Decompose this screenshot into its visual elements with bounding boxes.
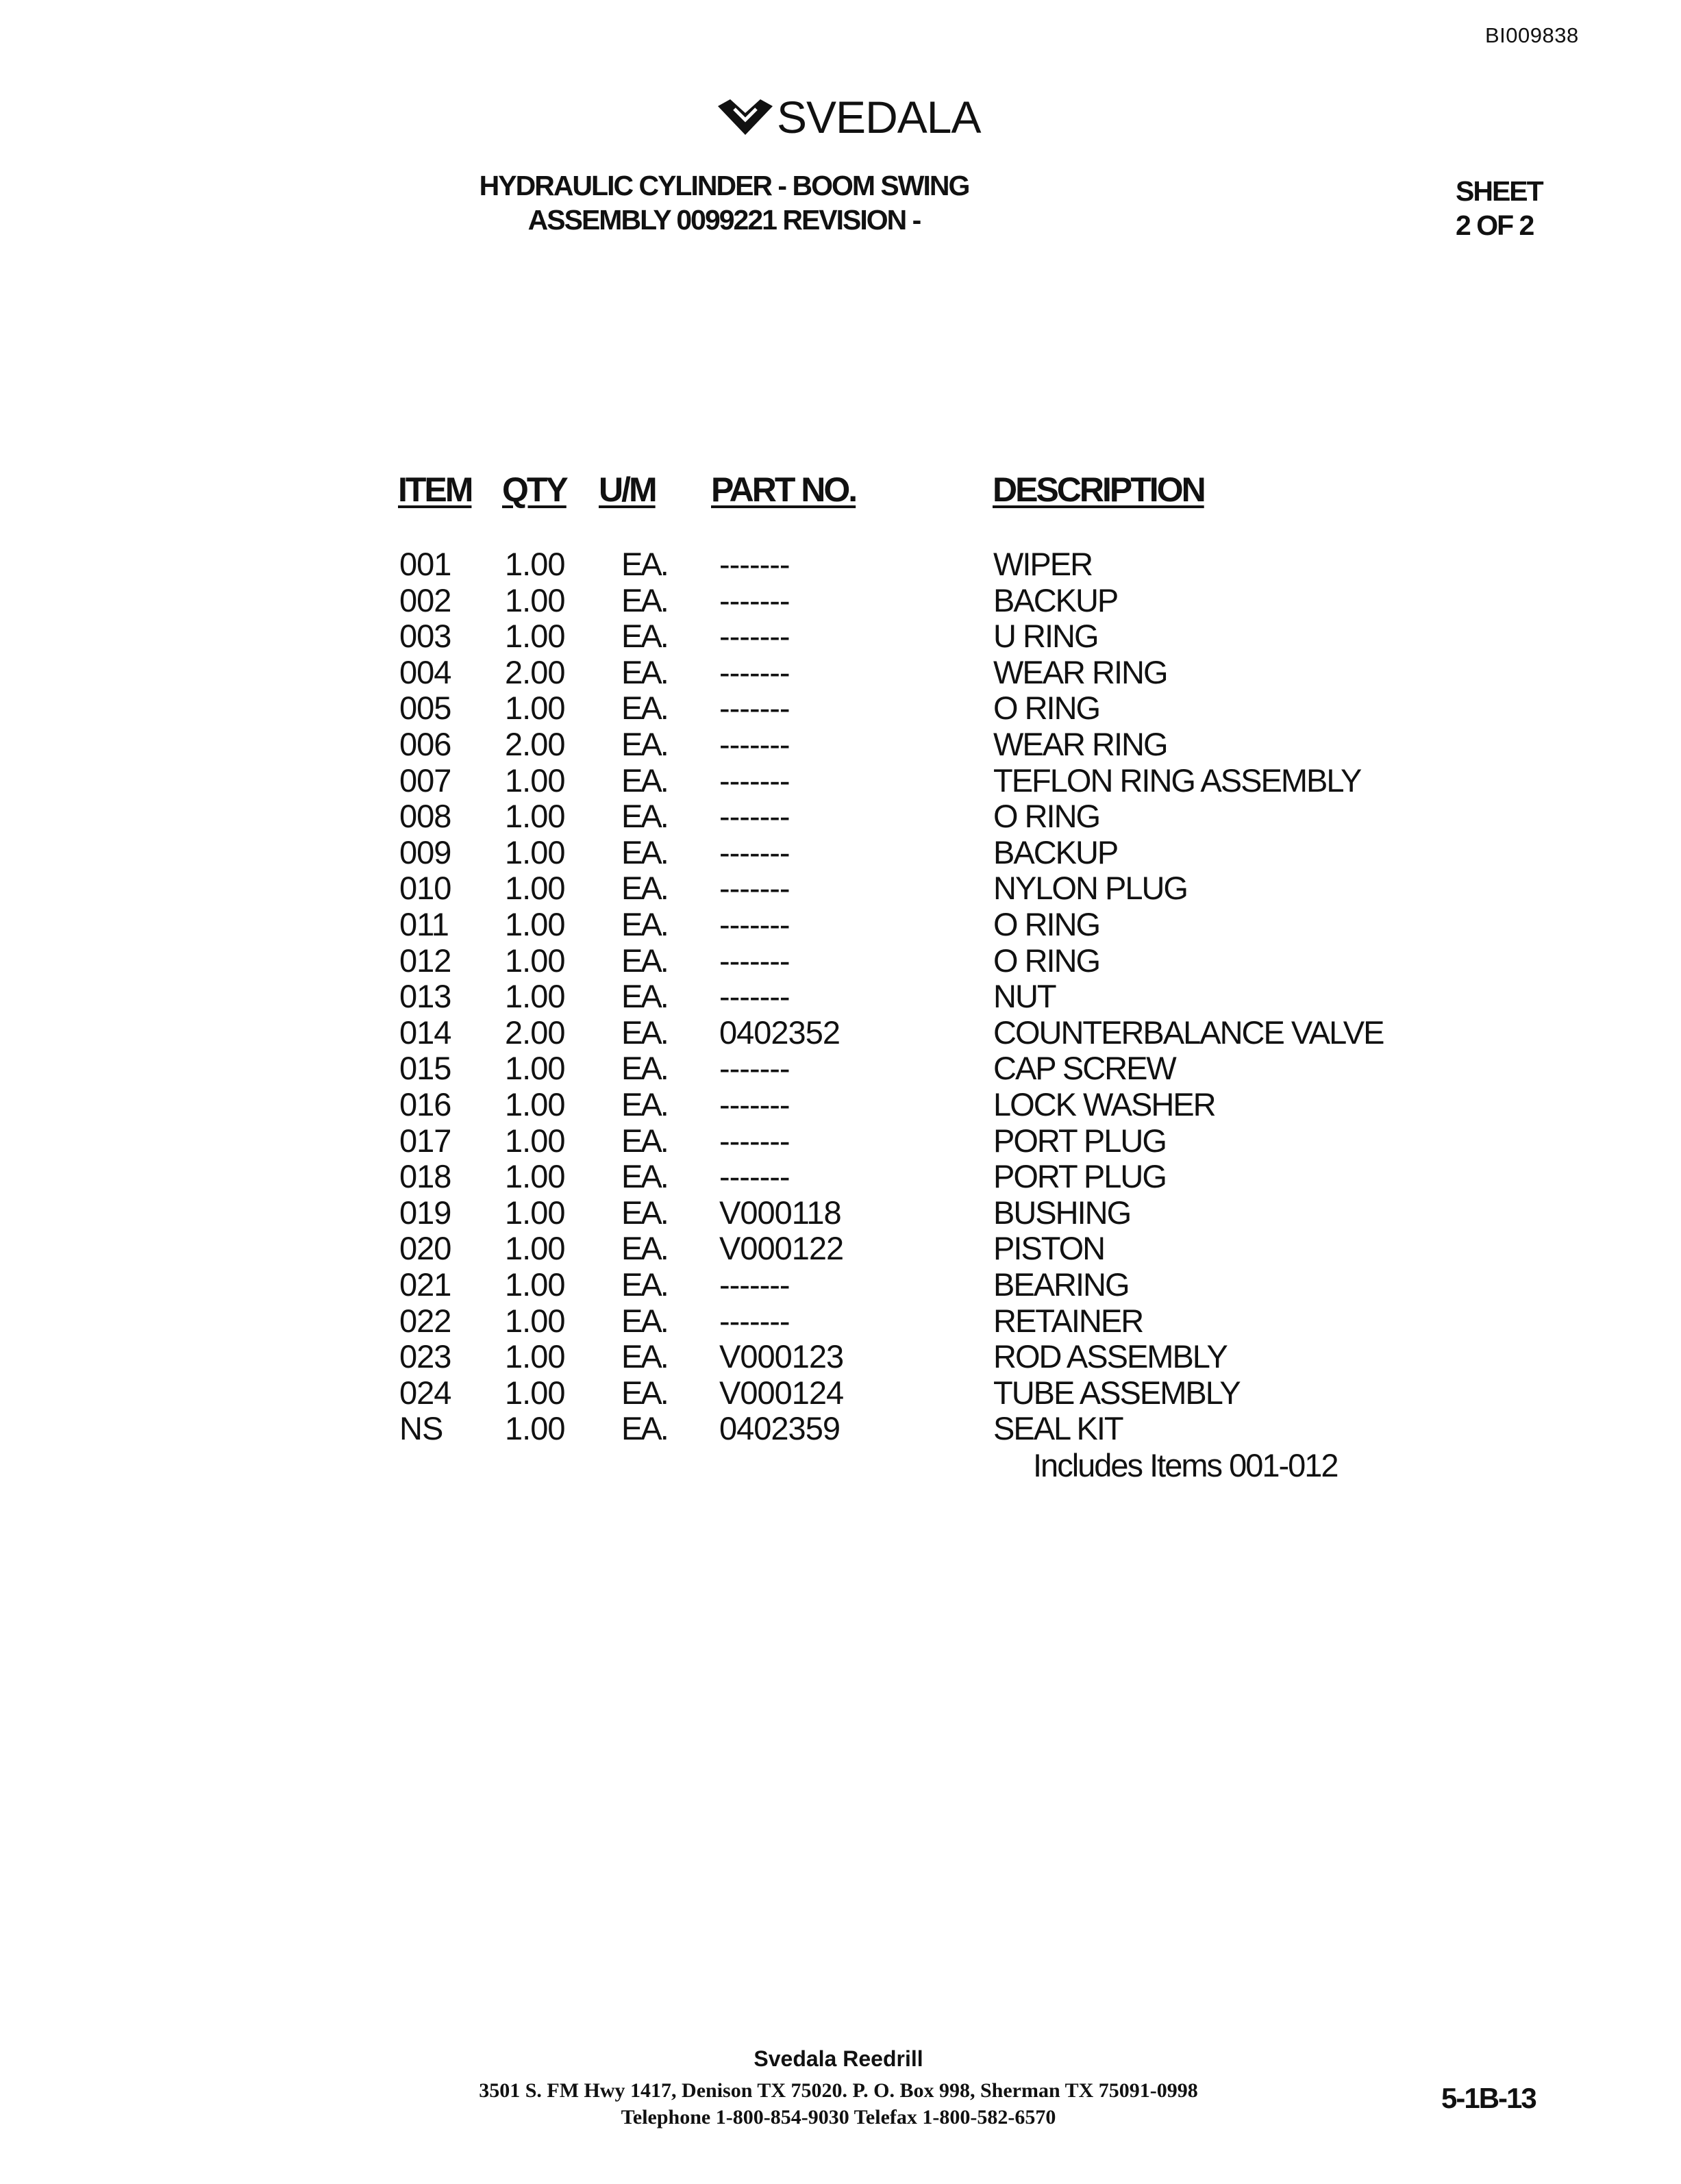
part-number: 0402359 [719,1410,840,1447]
table-row [0,1374,1681,1409]
unit-of-measure: EA. [621,942,667,979]
unit-of-measure: EA. [621,726,667,762]
unit-of-measure: EA. [621,762,667,799]
part-number: ------- [719,653,790,690]
item-number: 020 [399,1230,451,1267]
quantity: 1.00 [505,978,565,1015]
part-number: ------- [719,762,790,799]
table-row [0,1049,1681,1085]
part-number: V000123 [719,1338,844,1375]
part-number: ------- [719,618,790,655]
unit-of-measure: EA. [621,833,667,870]
item-number: 002 [399,581,451,618]
table-row [0,1122,1681,1157]
item-number: 014 [399,1014,451,1051]
item-number: 015 [399,1050,451,1087]
table-row [0,1302,1681,1338]
part-number: ------- [719,1050,790,1087]
description: WEAR RING [993,653,1167,690]
part-number: ------- [719,1086,790,1122]
quantity: 1.00 [505,906,565,942]
table-row [0,1229,1681,1265]
quantity: 1.00 [505,1374,565,1411]
unit-of-measure: EA. [621,546,667,582]
quantity: 1.00 [505,1050,565,1087]
column-header-part-no: PART NO. [711,470,856,509]
quantity: 1.00 [505,1086,565,1122]
item-number: 017 [399,1122,451,1159]
footer-company: Svedala Reedrill [754,2046,923,2071]
quantity: 1.00 [505,690,565,727]
brand-logo [717,93,980,141]
unit-of-measure: EA. [621,1266,667,1303]
table-row [0,942,1681,977]
table-row [0,545,1681,581]
column-header-qty: QTY [502,470,566,509]
item-number: 021 [399,1266,451,1303]
part-number: ------- [719,798,790,835]
quantity: 1.00 [505,870,565,907]
description: PORT PLUG [993,1158,1166,1195]
footer-address: 3501 S. FM Hwy 1417, Denison TX 75020. P. O. Box 998, Sherman TX 75091-0998 [479,2079,1198,2102]
part-number: ------- [719,1266,790,1303]
quantity: 2.00 [505,653,565,690]
item-number: 005 [399,690,451,727]
part-number: ------- [719,870,790,907]
part-number: ------- [719,942,790,979]
table-row [0,797,1681,833]
part-number: ------- [719,906,790,942]
quantity: 1.00 [505,546,565,582]
quantity: 1.00 [505,833,565,870]
unit-of-measure: EA. [621,870,667,907]
description: BUSHING [993,1194,1131,1231]
part-number: 0402352 [719,1014,840,1051]
item-number: NS [399,1410,443,1447]
table-row [0,581,1681,617]
quantity: 1.00 [505,1230,565,1267]
footer-phone: Telephone 1-800-854-9030 Telefax 1-800-582-6570 [621,2106,1056,2129]
quantity: 2.00 [505,1014,565,1051]
part-number: V000122 [719,1230,844,1267]
item-number: 023 [399,1338,451,1375]
table-row [0,1338,1681,1373]
part-number: ------- [719,546,790,582]
item-number: 004 [399,653,451,690]
unit-of-measure: EA. [621,1122,667,1159]
unit-of-measure: EA. [621,1086,667,1122]
item-number: 013 [399,978,451,1015]
unit-of-measure: EA. [621,581,667,618]
sheet-indicator [1456,174,1543,242]
item-number: 024 [399,1374,451,1411]
unit-of-measure: EA. [621,653,667,690]
item-number: 012 [399,942,451,979]
part-number: ------- [719,1302,790,1339]
part-number: V000118 [719,1194,841,1231]
item-number: 016 [399,1086,451,1122]
quantity: 1.00 [505,1410,565,1447]
table-row [0,653,1681,689]
title-line-1: HYDRAULIC CYLINDER - BOOM SWING [479,170,969,201]
table-row [0,869,1681,905]
description: BEARING [993,1266,1129,1303]
description: PISTON [993,1230,1105,1267]
description: CAP SCREW [993,1050,1175,1087]
description: NUT [993,978,1056,1015]
page-number: 5-1B-13 [1441,2082,1536,2114]
quantity: 1.00 [505,581,565,618]
description: LOCK WASHER [993,1086,1215,1122]
description: TUBE ASSEMBLY [993,1374,1240,1411]
seal-kit-note: Includes Items 001-012 [1033,1447,1338,1483]
item-number: 011 [399,906,449,942]
item-number: 003 [399,618,451,655]
description: SEAL KIT [993,1410,1123,1447]
part-number: V000124 [719,1374,844,1411]
description: WEAR RING [993,726,1167,762]
unit-of-measure: EA. [621,1194,667,1231]
unit-of-measure: EA. [621,1410,667,1447]
sheet-label: SHEET [1456,175,1543,207]
quantity: 1.00 [505,618,565,655]
quantity: 1.00 [505,1338,565,1375]
unit-of-measure: EA. [621,1050,667,1087]
brand-name: SVEDALA [777,92,981,142]
document-id: BI009838 [1485,23,1579,47]
description: ROD ASSEMBLY [993,1338,1227,1375]
item-number: 008 [399,798,451,835]
description: TEFLON RING ASSEMBLY [993,762,1361,799]
part-number: ------- [719,726,790,762]
part-number: ------- [719,978,790,1015]
quantity: 1.00 [505,1158,565,1195]
item-number: 009 [399,833,451,870]
item-number: 018 [399,1158,451,1195]
description: O RING [993,798,1100,835]
quantity: 1.00 [505,1302,565,1339]
table-row [0,762,1681,797]
table-row [0,905,1681,941]
item-number: 001 [399,546,451,582]
table-row [0,725,1681,761]
description: NYLON PLUG [993,870,1187,907]
description: WIPER [993,546,1093,582]
unit-of-measure: EA. [621,1158,667,1195]
unit-of-measure: EA. [621,1302,667,1339]
table-row [0,1085,1681,1121]
part-number: ------- [719,1122,790,1159]
description: PORT PLUG [993,1122,1166,1159]
column-header-um: U/M [599,470,656,509]
item-number: 022 [399,1302,451,1339]
part-number: ------- [719,833,790,870]
description: BACKUP [993,833,1118,870]
column-header-item: ITEM [398,470,472,509]
quantity: 1.00 [505,942,565,979]
sheet-value: 2 OF 2 [1456,210,1534,241]
unit-of-measure: EA. [621,906,667,942]
part-number: ------- [719,1158,790,1195]
title-line-2: ASSEMBLY 0099221 REVISION - [527,204,921,236]
table-row [0,689,1681,725]
unit-of-measure: EA. [621,1374,667,1411]
table-row [0,1014,1681,1049]
table-row [0,977,1681,1013]
table-row [0,1194,1681,1229]
description: RETAINER [993,1302,1143,1339]
quantity: 1.00 [505,762,565,799]
item-number: 010 [399,870,451,907]
unit-of-measure: EA. [621,618,667,655]
description: U RING [993,618,1098,655]
column-header-description: DESCRIPTION [993,470,1204,509]
item-number: 019 [399,1194,451,1231]
svedala-logo-icon [717,97,774,138]
table-row [0,1157,1681,1193]
quantity: 1.00 [505,1266,565,1303]
unit-of-measure: EA. [621,1230,667,1267]
description: O RING [993,942,1100,979]
item-number: 006 [399,726,451,762]
unit-of-measure: EA. [621,798,667,835]
table-row [0,617,1681,653]
unit-of-measure: EA. [621,1338,667,1375]
item-number: 007 [399,762,451,799]
description: O RING [993,906,1100,942]
part-number: ------- [719,690,790,727]
quantity: 1.00 [505,798,565,835]
part-number: ------- [719,581,790,618]
description: COUNTERBALANCE VALVE [993,1014,1384,1051]
description: BACKUP [993,581,1118,618]
quantity: 1.00 [505,1194,565,1231]
table-row [0,1266,1681,1301]
unit-of-measure: EA. [621,1014,667,1051]
table-row [0,833,1681,869]
quantity: 2.00 [505,726,565,762]
table-row [0,1409,1681,1445]
unit-of-measure: EA. [621,978,667,1015]
quantity: 1.00 [505,1122,565,1159]
description: O RING [993,690,1100,727]
unit-of-measure: EA. [621,690,667,727]
